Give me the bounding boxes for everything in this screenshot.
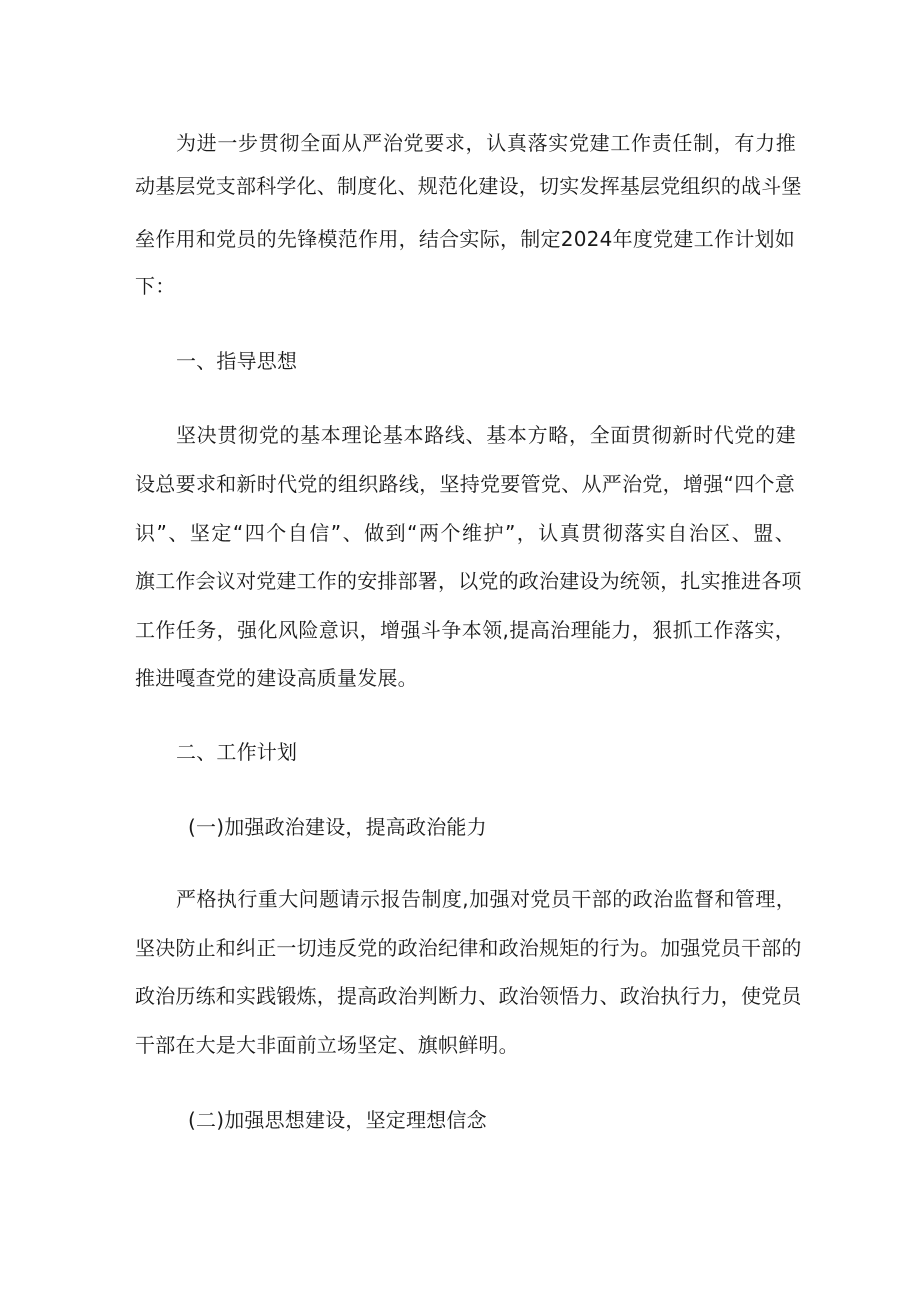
sub1-line-4: 干部在大是大非面前立场坚定、旗帜鲜明。 bbox=[135, 1033, 519, 1057]
sub1-line-3: 政治历练和实践锻炼，提高政治判断力、政治领悟力、政治执行力，使党员 bbox=[135, 984, 802, 1008]
section1-line-5: 工作任务，强化风险意识，增强斗争本领,提高治理能力，狠抓工作落实， bbox=[135, 618, 795, 642]
subsection-heading-political-building: (一)加强政治建设，提高政治能力 bbox=[188, 815, 487, 839]
intro-line-1: 为进一步贯彻全面从严治党要求，认真落实党建工作责任制，有力推 bbox=[176, 131, 796, 155]
section1-line-1: 坚决贯彻党的基本理论基本路线、基本方略，全面贯彻新时代党的建 bbox=[176, 423, 796, 447]
sub1-line-2: 坚决防止和纠正一切违反党的政治纪律和政治规矩的行为。加强党员干部的 bbox=[135, 936, 802, 960]
section1-line-4: 旗工作会议对党建工作的安排部署，以党的政治建设为统领，扎实推进各项 bbox=[135, 569, 802, 593]
section1-line-3: 识”、坚定“四个自信”、做到“两个维护”，认真贯彻落实自治区、盟、 bbox=[135, 521, 795, 545]
intro-line-2: 动基层党支部科学化、制度化、规范化建设，切实发挥基层党组织的战斗堡 bbox=[135, 174, 802, 198]
intro-line-4: 下： bbox=[135, 274, 176, 298]
section-heading-work-plan: 二、工作计划 bbox=[176, 740, 298, 764]
sub1-line-1: 严格执行重大问题请示报告制度,加强对党员干部的政治监督和管理， bbox=[176, 887, 796, 911]
section1-line-6: 推进嘎查党的建设高质量发展。 bbox=[135, 666, 418, 690]
section1-line-2: 设总要求和新时代党的组织路线，坚持党要管党、从严治党，增强“四个意 bbox=[135, 472, 795, 496]
intro-line-3: 垒作用和党员的先锋模范作用，结合实际，制定2024年度党建工作计划如 bbox=[135, 227, 795, 251]
section-heading-guiding-ideology: 一、指导思想 bbox=[176, 349, 298, 373]
subsection-heading-ideological-building: (二)加强思想建设，坚定理想信念 bbox=[188, 1108, 487, 1132]
